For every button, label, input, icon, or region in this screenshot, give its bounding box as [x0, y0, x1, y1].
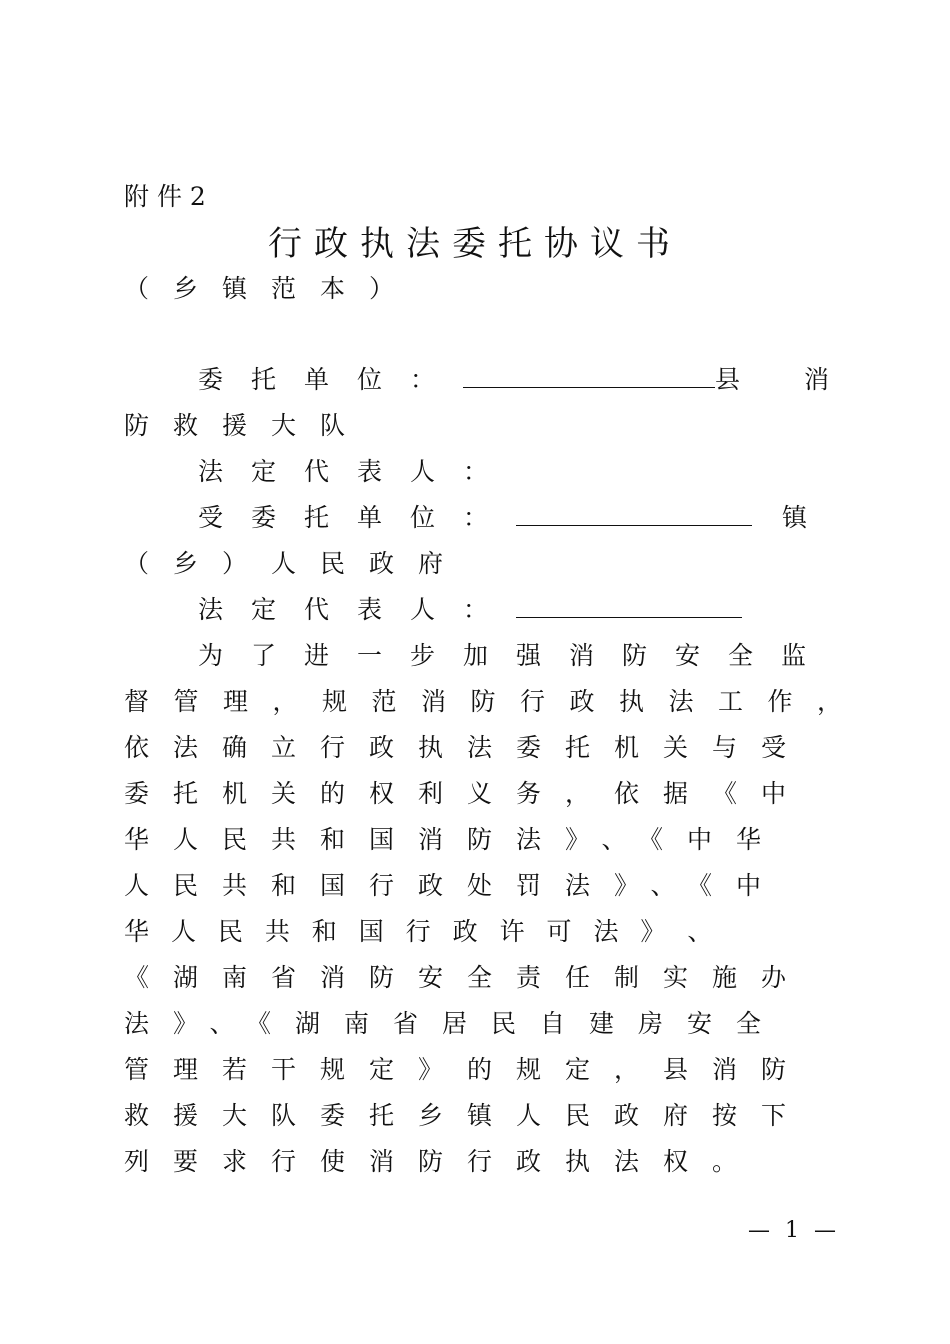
entrusting-rep-label: 法定代表人： — [198, 457, 517, 486]
body-line: 管理若干规定》的规定，县消防 — [124, 1055, 811, 1084]
entrusting-unit-blank[interactable] — [463, 365, 715, 388]
entrusted-unit-line — [198, 501, 828, 535]
entrusted-unit-blank[interactable] — [516, 503, 752, 526]
entrusting-unit-line — [198, 363, 857, 397]
entrusted-unit-label: 受委托单位： — [198, 503, 517, 532]
body-line: 人民共和国行政处罚法》、《中 — [124, 871, 786, 900]
document-title: 行政执法委托协议书 — [268, 224, 682, 264]
entrusting-unit-label: 委托单位： — [198, 365, 464, 394]
body-line: 救援大队委托乡镇人民政府按下 — [124, 1101, 811, 1130]
entrusting-unit-suffix-cont: 防救援大队 — [124, 411, 370, 440]
entrusted-unit-suffix: 镇 — [782, 503, 808, 532]
page-number: — 1 — — [748, 1218, 840, 1243]
entrusted-rep-blank[interactable] — [516, 595, 742, 618]
document-subtitle: （乡镇范本） — [124, 274, 419, 303]
entrusted-rep-line — [198, 593, 828, 627]
body-line: 依法确立行政执法委托机关与受 — [124, 733, 811, 762]
body-line: 委托机关的权利义务，依据《中 — [124, 779, 811, 808]
body-line: 法》、《湖南省居民自建房安全 — [124, 1009, 786, 1038]
body-line: 华 人 民 共 和 国 行 政 许 可 法 》 、 — [124, 917, 720, 946]
body-line: 《湖南省消防安全责任制实施办 — [124, 963, 811, 992]
entrusting-unit-suffix: 县 消 — [715, 365, 857, 394]
body-line: 督管理，规范消防行政执法工作， — [124, 687, 867, 716]
body-line: 为了进一步加强消防安全监 — [198, 641, 835, 670]
entrusted-rep-label: 法定代表人： — [198, 595, 517, 624]
body-line: 华人民共和国消防法》、《中华 — [124, 825, 786, 854]
attachment-label: 附 件 2 — [124, 182, 206, 211]
entrusted-unit-suffix-cont: （乡）人民政府 — [124, 549, 468, 578]
body-line: 列要求行使消防行政执法权。 — [124, 1147, 762, 1176]
